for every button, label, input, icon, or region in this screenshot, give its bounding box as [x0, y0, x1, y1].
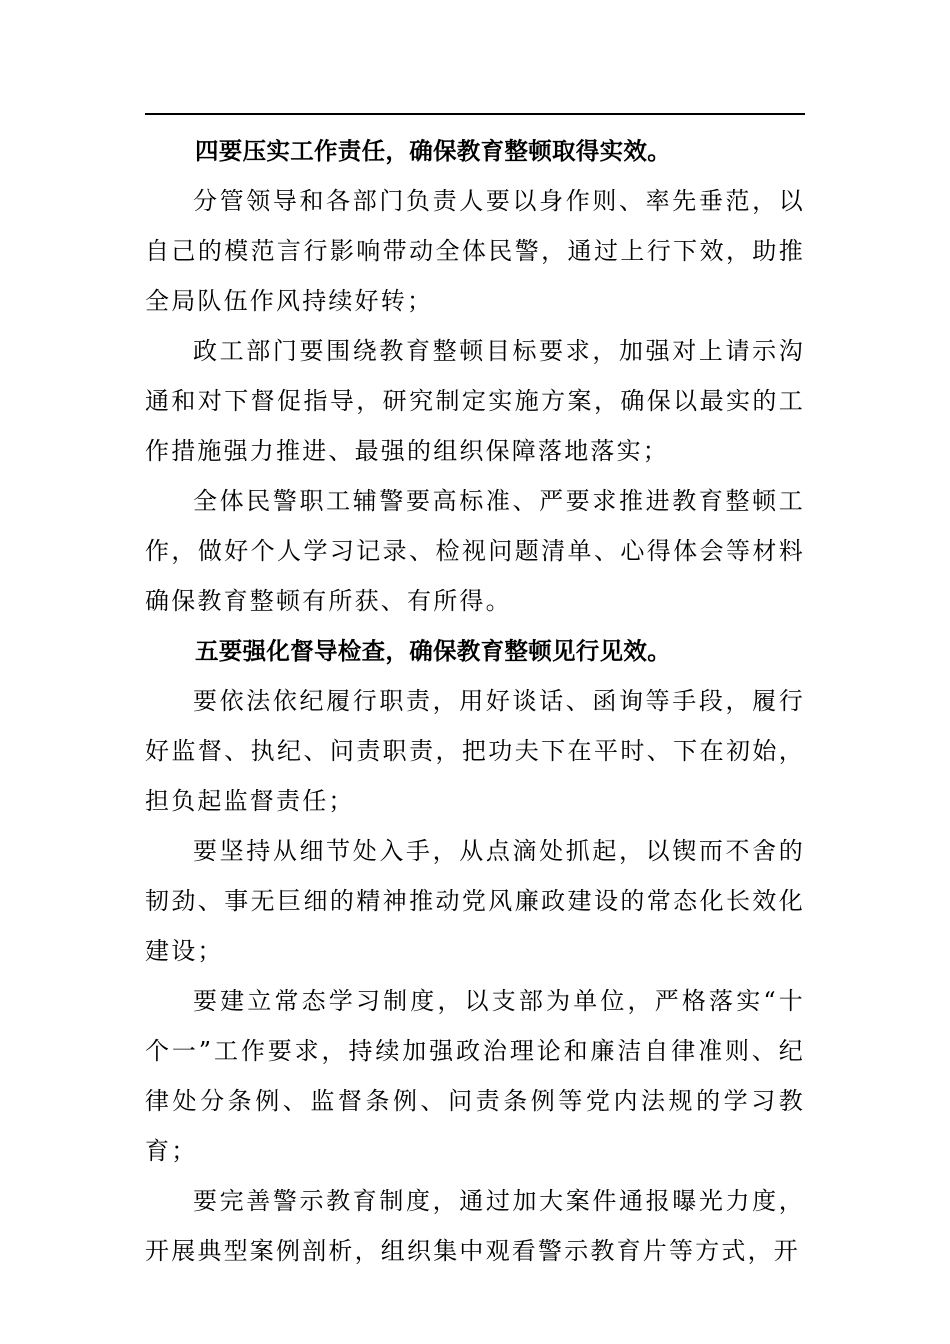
body-paragraph: 政工部门要围绕教育整顿目标要求，加强对上请示沟通和对下督促指导，研究制定实施方案，确保以最实的工作措施强力推进、最强的组织保障落地落实； [145, 337, 805, 465]
body-paragraph: 要坚持从细节处入手，从点滴处抓起，以锲而不舍的韧劲、事无巨细的精神推动党风廉政建设的常态化长效化建设； [145, 837, 805, 965]
body-paragraph: 要建立常态学习制度，以支部为单位，严格落实“十个一”工作要求，持续加强政治理论和廉洁自律准则、纪律处分条例、监督条例、问责条例等党内法规的学习教育； [145, 987, 805, 1165]
body-paragraph: 要完善警示教育制度，通过加大案件通报曝光力度，开展典型案例剖析，组织集中观看警示教育片等方式，开 [145, 1187, 805, 1265]
header-rule [145, 113, 805, 115]
section-heading-5: 五要强化督导检查，确保教育整顿见行见效。 [195, 637, 671, 665]
body-paragraph: 分管领导和各部门负责人要以身作则、率先垂范，以自己的模范言行影响带动全体民警，通过上行下效，助推全局队伍作风持续好转； [145, 187, 805, 315]
body-paragraph: 要依法依纪履行职责，用好谈话、函询等手段，履行好监督、执纪、问责职责，把功夫下在平时、下在初始，担负起监督责任； [145, 687, 805, 815]
body-paragraph: 全体民警职工辅警要高标准、严要求推进教育整顿工作，做好个人学习记录、检视问题清单、心得体会等材料确保教育整顿有所获、有所得。 [145, 487, 805, 615]
document-body [145, 126, 805, 1276]
section-heading-4: 四要压实工作责任，确保教育整顿取得实效。 [195, 137, 671, 165]
